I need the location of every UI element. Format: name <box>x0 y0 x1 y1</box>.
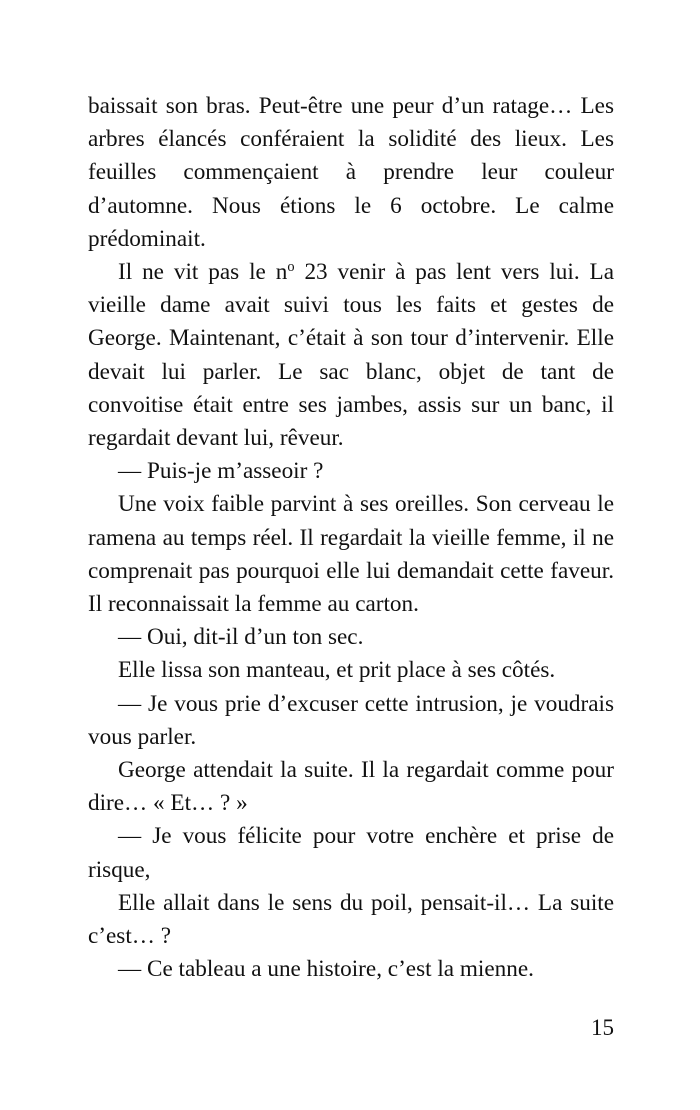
dialogue-line-4: — Je vous félicite pour votre enchère et prise de risque, <box>88 823 614 883</box>
dialogue-line-2: — Oui, dit-il d’un ton sec. <box>118 624 364 651</box>
dialogue-line-3: — Je vous prie d’excuser cette intrusion, je voudrais vous parler. <box>88 690 614 750</box>
dialogue-line-1: — Puis-je m’asseoir ? <box>118 458 324 485</box>
paragraph-5: George attendait la suite. Il la regardait comme pour dire… « Et… ? » <box>88 757 614 817</box>
page-number: 15 <box>591 1015 614 1040</box>
dialogue-line-5: — Ce tableau a une histoire, c’est la mienne. <box>118 956 534 983</box>
paragraph-4: Elle lissa son manteau, et prit place à ses côtés. <box>118 657 556 684</box>
paragraph-3: Une voix faible parvint à ses oreilles. Son cerveau le ramena au temps réel. Il regardait la vieille femme, il ne comprenait pas pourquoi elle lui demandait cette faveur. Il reconnaissait la femme au carton. <box>88 491 614 618</box>
number-sign-superscript: o <box>287 259 295 276</box>
paragraph-6: Elle allait dans le sens du poil, pensait-il… La suite c’est… ? <box>88 889 614 950</box>
paragraph-2: Il ne vit pas le $n^o$ 23 venir à pas lent vers lui. La vieille dame avait suivi tous les faits et gestes de George. Maintenant, c’était à son tour d’intervenir. Elle devait lui parler. Le sac blanc, objet de tant de convoitise était entre ses jambes, assis sur un banc, il regardait devant lui, rêveur. <box>88 259 615 452</box>
paragraph-1: baissait son bras. Peut-être une peur d’un ratage… Les arbres élancés conféraient la solidité des lieux. Les feuilles commençaient à prendre leur couleur d’automne. Nous étions le 6 octobre. Le calme prédominait. <box>88 93 614 252</box>
page-body <box>88 90 614 986</box>
